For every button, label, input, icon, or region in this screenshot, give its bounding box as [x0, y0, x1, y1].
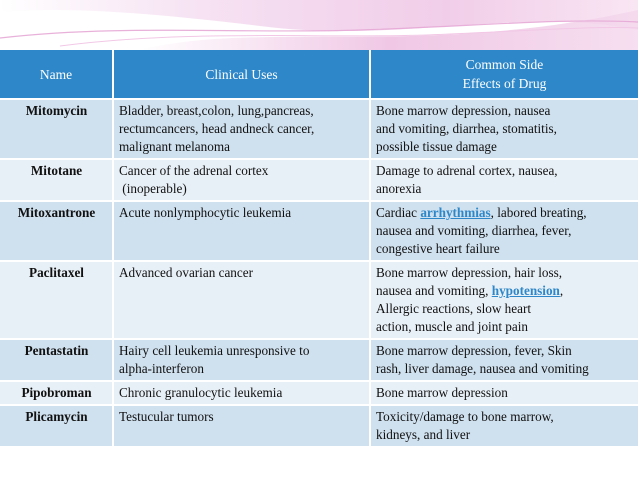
text-line: Acute nonlymphocytic leukemia [119, 205, 292, 220]
clinical-uses-cell [113, 381, 370, 405]
text-line: rash, liver damage, nausea and vomiting [376, 361, 589, 376]
drug-name: Pentastatin [0, 339, 113, 381]
text-line: Bone marrow depression, fever, Skin [376, 343, 572, 358]
text-segment: nausea and vomiting, [376, 283, 492, 298]
banner-waves [0, 0, 638, 50]
text-line: Chronic granulocytic leukemia [119, 385, 283, 400]
text-line: Allergic reactions, slow heart [376, 301, 532, 316]
text-line: malignant melanoma [119, 139, 230, 154]
text-line: Toxicity/damage to bone marrow, [376, 409, 554, 424]
arrhythmias-link[interactable]: arrhythmias [420, 205, 491, 220]
table-row [0, 381, 638, 405]
clinical-uses-cell [113, 159, 370, 201]
drug-name: Mitotane [0, 159, 113, 201]
text-line: and vomiting, diarrhea, stomatitis, [376, 121, 557, 136]
side-effects-cell [370, 99, 638, 159]
table-row [0, 201, 638, 261]
table-header-row [0, 50, 638, 99]
text-line: Bladder, breast,colon, lung,pancreas, [119, 103, 314, 118]
text-line: nausea and vomiting, diarrhea, fever, [376, 223, 572, 238]
text-segment: , [559, 283, 564, 298]
drug-name: Pipobroman [0, 381, 113, 405]
table-row [0, 405, 638, 446]
text-line: alpha-interferon [119, 361, 204, 376]
header-name: Name [0, 50, 113, 99]
drug-name: Mitoxantrone [0, 201, 113, 261]
header-clinical-uses: Clinical Uses [113, 50, 370, 99]
table-row [0, 159, 638, 201]
drug-name: Plicamycin [0, 405, 113, 446]
text-line [376, 204, 634, 222]
text-segment: , labored breating, [490, 205, 587, 220]
table-row [0, 99, 638, 159]
table-row [0, 261, 638, 339]
side-effects-cell [370, 405, 638, 446]
header-side-effects-line2: Effects of Drug [462, 76, 547, 91]
text-line: congestive heart failure [376, 241, 500, 256]
text-line [376, 282, 634, 300]
drug-side-effects-table [0, 50, 638, 446]
clinical-uses-cell [113, 261, 370, 339]
header-side-effects-line1: Common Side [465, 57, 544, 72]
text-line: Hairy cell leukemia unresponsive to [119, 343, 310, 358]
decorative-banner [0, 0, 638, 50]
drug-name: Paclitaxel [0, 261, 113, 339]
clinical-uses-cell [113, 339, 370, 381]
side-effects-cell [370, 381, 638, 405]
text-line: rectumcancers, head andneck cancer, [119, 121, 315, 136]
text-line: Cancer of the adrenal cortex [119, 163, 269, 178]
hypotension-link[interactable]: hypotension [491, 283, 560, 298]
text-line: Damage to adrenal cortex, nausea, [376, 163, 558, 178]
clinical-uses-cell [113, 201, 370, 261]
clinical-uses-cell [113, 99, 370, 159]
text-line: Testucular tumors [119, 409, 214, 424]
text-line: action, muscle and joint pain [376, 319, 528, 334]
text-line: possible tissue damage [376, 139, 497, 154]
text-line: kidneys, and liver [376, 427, 471, 442]
text-line: Bone marrow depression, hair loss, [376, 265, 563, 280]
text-line: Advanced ovarian cancer [119, 265, 253, 280]
table-row [0, 339, 638, 381]
text-line: anorexia [376, 181, 422, 196]
header-side-effects [370, 50, 638, 99]
drug-name: Mitomycin [0, 99, 113, 159]
clinical-uses-cell [113, 405, 370, 446]
side-effects-cell [370, 339, 638, 381]
side-effects-cell [370, 201, 638, 261]
side-effects-cell [370, 159, 638, 201]
text-line: Bone marrow depression [376, 385, 508, 400]
side-effects-cell [370, 261, 638, 339]
text-line: (inoperable) [119, 181, 187, 196]
text-line: Bone marrow depression, nausea [376, 103, 551, 118]
text-segment: Cardiac [376, 205, 421, 220]
